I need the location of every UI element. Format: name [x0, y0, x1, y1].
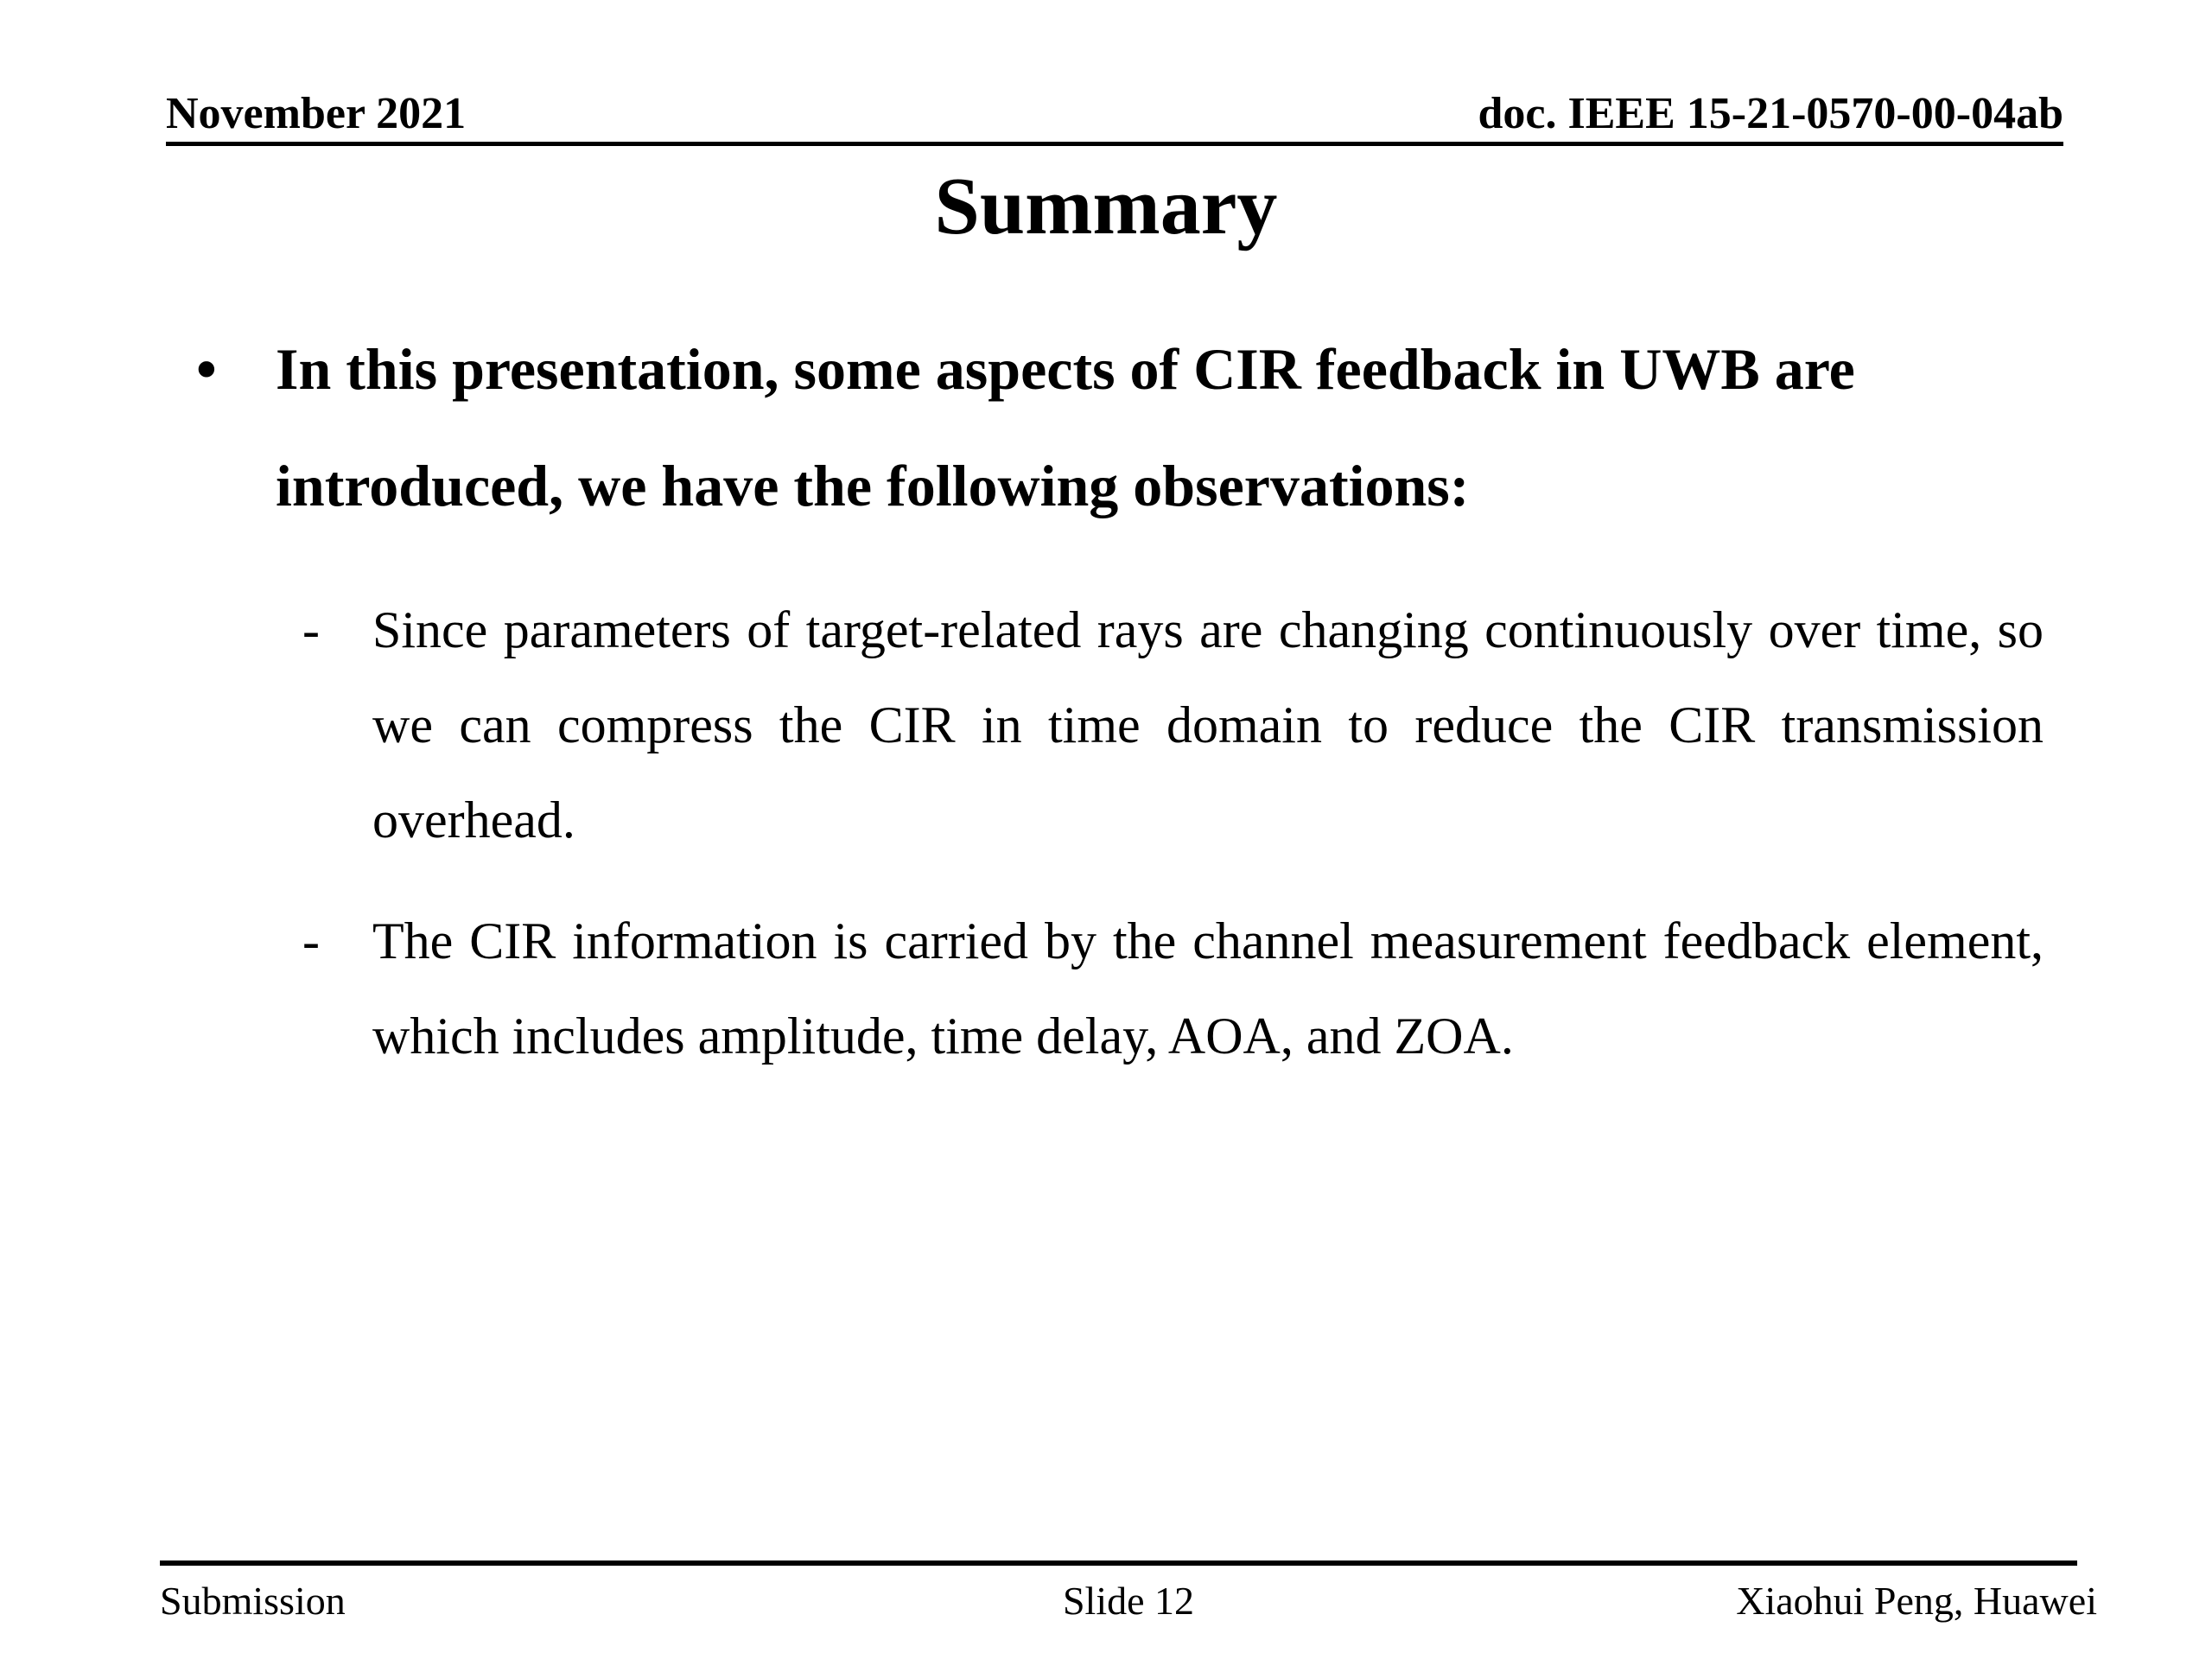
- header-date: November 2021: [166, 89, 467, 138]
- sub-bullet-text: Since parameters of target-related rays are changing continuously over time, so we can compress the CIR in time domain to reduce the CIR transmission overhead.: [372, 601, 2044, 849]
- footer-author: Xiaohui Peng, Huawei: [1736, 1579, 2097, 1623]
- footer-slide-number: Slide 12: [1062, 1579, 1195, 1623]
- footer-submission-label: Submission: [160, 1579, 346, 1623]
- bullet-marker-icon: •: [196, 336, 217, 402]
- dash-marker-icon: -: [302, 601, 320, 658]
- list-item: [302, 582, 2044, 868]
- footer-rule: [160, 1560, 2077, 1566]
- list-item: [302, 893, 2044, 1084]
- slide-title: Summary: [934, 162, 1278, 251]
- main-bullet-text: In this presentation, some aspects of CIR feedback in UWB are introduced, we have the following observations:: [276, 336, 1855, 518]
- slide-header: [166, 89, 2063, 138]
- dash-marker-icon: -: [302, 912, 320, 969]
- main-bullet-item: [196, 311, 2044, 544]
- header-rule: [166, 142, 2063, 146]
- slide-footer: [160, 1580, 2097, 1624]
- sub-bullet-text: The CIR information is carried by the channel measurement feedback element, which includes amplitude, time delay, AOA, and ZOA.: [372, 912, 2044, 1065]
- header-doc-number: doc. IEEE 15-21-0570-00-04ab: [1478, 89, 2063, 138]
- sub-bullet-list: [302, 582, 2044, 1084]
- slide-body: [196, 311, 2044, 1084]
